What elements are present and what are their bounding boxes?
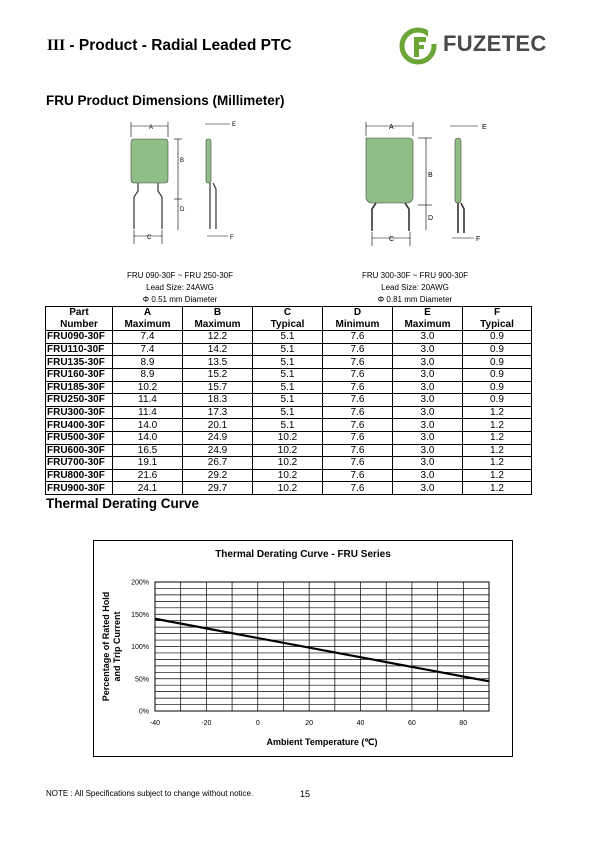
- dimension-cell: 0.9: [463, 394, 532, 407]
- part-number-cell: FRU300-30F: [46, 406, 113, 419]
- header-a: A: [113, 307, 183, 319]
- dimension-cell: 7.6: [323, 331, 393, 344]
- header-f-sub: Typical: [463, 319, 532, 331]
- dimension-cell: 10.2: [253, 482, 323, 495]
- right-drawing-caption: [345, 270, 485, 306]
- dimension-cell: 7.6: [323, 381, 393, 394]
- left-label-b: B: [180, 158, 185, 164]
- table-row: [46, 381, 532, 394]
- dimension-cell: 7.6: [323, 431, 393, 444]
- chart-title: Thermal Derating Curve - FRU Series: [215, 549, 391, 560]
- dimensions-section-title: FRU Product Dimensions (Millimeter): [46, 93, 285, 108]
- dimension-cell: 7.6: [323, 343, 393, 356]
- x-axis-label: Ambient Temperature (℃): [266, 737, 378, 747]
- dimension-cell: 14.0: [113, 431, 183, 444]
- dimension-cell: 14.2: [183, 343, 253, 356]
- dimension-cell: 10.2: [253, 457, 323, 470]
- footer-note: NOTE : All Specifications subject to change without notice.: [46, 789, 254, 798]
- dimensions-table: [45, 306, 532, 495]
- header-a-sub: Maximum: [113, 319, 183, 331]
- part-number-cell: FRU135-30F: [46, 356, 113, 369]
- dimension-cell: 20.1: [183, 419, 253, 432]
- fuzetec-logo-icon: [398, 26, 442, 66]
- dimension-cell: 0.9: [463, 331, 532, 344]
- dimension-cell: 3.0: [393, 457, 463, 470]
- dimension-cell: 3.0: [393, 394, 463, 407]
- right-label-f: F: [476, 236, 481, 243]
- dimension-cell: 1.2: [463, 431, 532, 444]
- page-title: [47, 37, 292, 55]
- dimension-cell: 3.0: [393, 469, 463, 482]
- header-b-sub: Maximum: [183, 319, 253, 331]
- x-tick-label: 40: [356, 720, 365, 727]
- right-drawing-diameter: Φ 0.81 mm Diameter: [377, 295, 453, 304]
- dimension-cell: 3.0: [393, 356, 463, 369]
- part-number-cell: FRU090-30F: [46, 331, 113, 344]
- dimension-cell: 24.1: [113, 482, 183, 495]
- x-tick-label: 0: [255, 720, 260, 727]
- part-number-cell: FRU900-30F: [46, 482, 113, 495]
- x-tick-label: 80: [459, 720, 468, 727]
- dimension-cell: 24.9: [183, 444, 253, 457]
- y-axis-label-line2: and Trip Current: [112, 611, 122, 682]
- dimension-cell: 11.4: [113, 394, 183, 407]
- dimension-cell: 29.7: [183, 482, 253, 495]
- dimension-cell: 3.0: [393, 368, 463, 381]
- header-part: Part: [46, 307, 113, 319]
- dimension-cell: 0.9: [463, 356, 532, 369]
- header-e: E: [393, 307, 463, 319]
- table-row: [46, 394, 532, 407]
- dimension-cell: 8.9: [113, 356, 183, 369]
- left-label-a: A: [149, 125, 154, 131]
- dimensions-table-body: [46, 331, 532, 495]
- left-drawing-range: FRU 090-30F ~ FRU 250-30F: [126, 271, 234, 280]
- part-number-cell: FRU600-30F: [46, 444, 113, 457]
- thermal-section-title: Thermal Derating Curve: [46, 496, 200, 511]
- dimension-cell: 5.1: [253, 394, 323, 407]
- part-number-cell: FRU250-30F: [46, 394, 113, 407]
- company-logo: [398, 26, 568, 66]
- y-tick-label: 100%: [131, 644, 149, 651]
- dimension-cell: 5.1: [253, 331, 323, 344]
- dimension-cell: 7.6: [323, 419, 393, 432]
- table-row: [46, 469, 532, 482]
- right-label-c: C: [389, 236, 395, 243]
- table-row: [46, 356, 532, 369]
- y-tick-label: 200%: [131, 579, 149, 587]
- part-number-cell: FRU400-30F: [46, 419, 113, 432]
- dimension-cell: 3.0: [393, 343, 463, 356]
- dimension-cell: 10.2: [253, 431, 323, 444]
- table-row: [46, 431, 532, 444]
- y-tick-label: 0%: [138, 708, 149, 716]
- right-drawing-lead: Lead Size: 20AWG: [381, 283, 449, 292]
- part-number-cell: FRU160-30F: [46, 368, 113, 381]
- dimension-cell: 7.6: [323, 469, 393, 482]
- dimension-cell: 17.3: [183, 406, 253, 419]
- dimension-cell: 12.2: [183, 331, 253, 344]
- part-number-cell: FRU700-30F: [46, 457, 113, 470]
- dimension-cell: 7.6: [323, 457, 393, 470]
- dimension-cell: 7.6: [323, 368, 393, 381]
- dimension-cell: 18.3: [183, 394, 253, 407]
- y-tick-label: 150%: [131, 611, 149, 619]
- dimension-cell: 26.7: [183, 457, 253, 470]
- dimension-cell: 7.6: [323, 356, 393, 369]
- logo-text: FUZETEC: [443, 31, 547, 56]
- dimension-cell: 11.4: [113, 406, 183, 419]
- table-row: [46, 457, 532, 470]
- dimension-cell: 19.1: [113, 457, 183, 470]
- dimension-cell: 3.0: [393, 381, 463, 394]
- left-drawing-lead: Lead Size: 24AWG: [146, 283, 214, 292]
- table-row: [46, 331, 532, 344]
- section-roman-numeral: III: [47, 37, 66, 54]
- table-row: [46, 419, 532, 432]
- dimension-cell: 8.9: [113, 368, 183, 381]
- dimension-cell: 5.1: [253, 419, 323, 432]
- right-label-a: A: [389, 124, 394, 131]
- dimension-cell: 7.6: [323, 444, 393, 457]
- header-f: F: [463, 307, 532, 319]
- y-axis-label-line1: Percentage of Rated Hold: [101, 591, 111, 702]
- part-number-cell: FRU500-30F: [46, 431, 113, 444]
- dimension-cell: 0.9: [463, 343, 532, 356]
- dimension-cell: 0.9: [463, 381, 532, 394]
- chart-plot: [94, 541, 512, 756]
- header-e-sub: Maximum: [393, 319, 463, 331]
- dimension-cell: 3.0: [393, 406, 463, 419]
- left-drawing-caption: [105, 270, 255, 306]
- dimension-cell: 15.2: [183, 368, 253, 381]
- dimension-cell: 13.5: [183, 356, 253, 369]
- left-label-d: D: [180, 207, 185, 213]
- x-tick-label: -20: [201, 720, 212, 727]
- dimension-cell: 1.2: [463, 406, 532, 419]
- header-c: C: [253, 307, 323, 319]
- x-tick-label: 20: [305, 720, 314, 727]
- dimension-cell: 7.6: [323, 394, 393, 407]
- table-row: [46, 406, 532, 419]
- dimension-cell: 14.0: [113, 419, 183, 432]
- dimension-cell: 5.1: [253, 356, 323, 369]
- derating-curve-line: [155, 619, 489, 682]
- header-d-sub: Minimum: [323, 319, 393, 331]
- header-b: B: [183, 307, 253, 319]
- page-title-text: - Product - Radial Leaded PTC: [65, 37, 292, 54]
- dimension-cell: 3.0: [393, 419, 463, 432]
- x-tick-label: -40: [149, 720, 161, 727]
- thermal-derating-chart: [93, 540, 513, 757]
- dimension-cell: 29.2: [183, 469, 253, 482]
- dimension-cell: 1.2: [463, 419, 532, 432]
- left-drawing-diameter: Φ 0.51 mm Diameter: [142, 295, 218, 304]
- table-header-row-top: [46, 307, 532, 319]
- dimension-cell: 15.7: [183, 381, 253, 394]
- header-c-sub: Typical: [253, 319, 323, 331]
- page-number: 15: [300, 789, 311, 799]
- part-number-cell: FRU110-30F: [46, 343, 113, 356]
- dimension-cell: 0.9: [463, 368, 532, 381]
- dimension-cell: 3.0: [393, 444, 463, 457]
- dimension-cell: 21.6: [113, 469, 183, 482]
- right-label-d: D: [428, 215, 434, 222]
- part-number-cell: FRU185-30F: [46, 381, 113, 394]
- table-row: [46, 444, 532, 457]
- dimension-drawings: [0, 110, 595, 270]
- dimension-cell: 5.1: [253, 343, 323, 356]
- dimension-cell: 3.0: [393, 482, 463, 495]
- header-d: D: [323, 307, 393, 319]
- dimension-cell: 10.2: [113, 381, 183, 394]
- right-label-e: E: [482, 124, 487, 131]
- dimension-cell: 5.1: [253, 381, 323, 394]
- dimension-cell: 3.0: [393, 331, 463, 344]
- x-tick-label: 60: [408, 720, 416, 727]
- left-dimension-drawing: [131, 122, 236, 244]
- dimension-cell: 1.2: [463, 457, 532, 470]
- dimension-cell: 7.6: [323, 482, 393, 495]
- table-header-row-bottom: [46, 319, 532, 331]
- dimension-cell: 3.0: [393, 431, 463, 444]
- dimension-cell: 1.2: [463, 444, 532, 457]
- table-row: [46, 368, 532, 381]
- left-label-c: C: [147, 235, 152, 241]
- dimension-cell: 24.9: [183, 431, 253, 444]
- part-number-cell: FRU800-30F: [46, 469, 113, 482]
- dimension-cell: 7.4: [113, 331, 183, 344]
- right-drawing-range: FRU 300-30F ~ FRU 900-30F: [361, 271, 469, 280]
- dimension-cell: 10.2: [253, 469, 323, 482]
- header-number: Number: [46, 319, 113, 331]
- y-tick-label: 50%: [134, 676, 149, 684]
- dimension-cell: 7.4: [113, 343, 183, 356]
- dimension-cell: 1.2: [463, 469, 532, 482]
- dimension-cell: 7.6: [323, 406, 393, 419]
- dimension-cell: 5.1: [253, 368, 323, 381]
- table-row: [46, 482, 532, 495]
- right-dimension-drawing: [366, 122, 487, 246]
- left-label-f: F: [230, 235, 234, 241]
- right-label-b: B: [428, 172, 433, 179]
- dimension-cell: 10.2: [253, 444, 323, 457]
- dimension-cell: 5.1: [253, 406, 323, 419]
- table-row: [46, 343, 532, 356]
- dimension-cell: 16.5: [113, 444, 183, 457]
- left-label-e: E: [232, 122, 237, 128]
- dimension-cell: 1.2: [463, 482, 532, 495]
